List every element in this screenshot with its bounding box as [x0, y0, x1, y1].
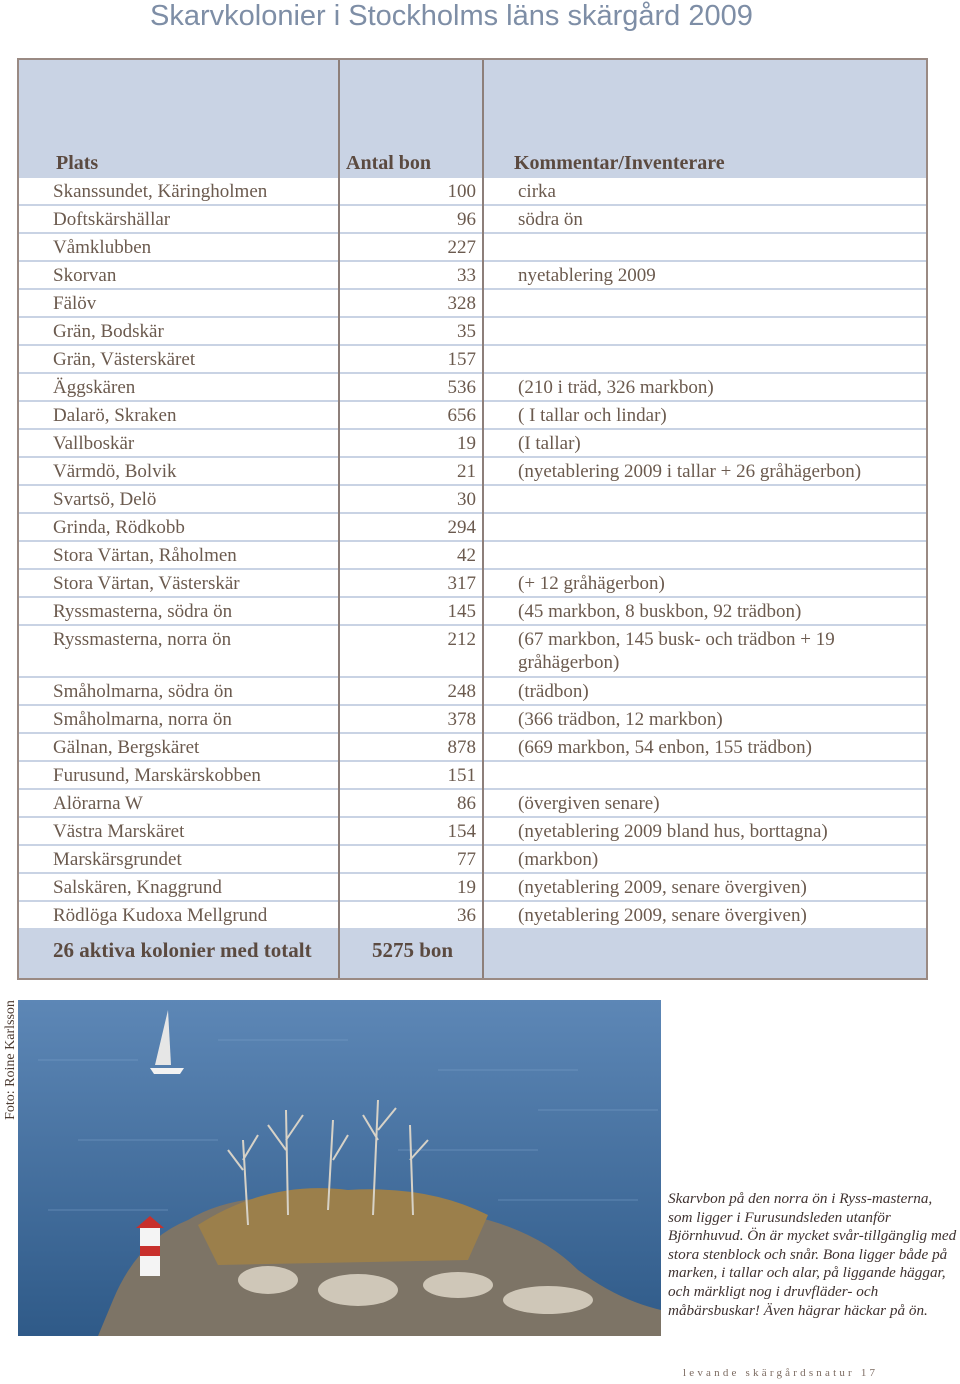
table-row — [19, 846, 926, 872]
row-count: 19 — [457, 433, 476, 454]
row-count: 86 — [457, 793, 476, 814]
row-comment — [518, 708, 723, 731]
row-count: 19 — [457, 877, 476, 898]
colony-table — [17, 58, 928, 980]
page-footer: levande skärgårdsnatur 17 — [683, 1367, 879, 1379]
table-row — [19, 626, 926, 676]
row-comment — [518, 792, 660, 815]
summary-total: 5275 bon — [372, 938, 454, 962]
summary-label: 26 aktiva kolonier med totalt — [53, 938, 312, 962]
column-divider — [338, 60, 340, 978]
row-place: Grän, Bodskär — [53, 321, 164, 342]
row-place: Gälnan, Bergskäret — [53, 737, 200, 758]
row-comment — [518, 680, 589, 703]
row-place: Grinda, Rödkobb — [53, 517, 185, 538]
row-count: 33 — [457, 265, 476, 286]
row-comment-line: (nyetablering 2009, senare övergiven) — [518, 877, 807, 898]
page-title: Skarvkolonier i Stockholms läns skärgård 2009 — [150, 0, 753, 32]
table-row — [19, 290, 926, 316]
table-row — [19, 762, 926, 788]
row-count: 21 — [457, 461, 476, 482]
row-place: Äggskären — [53, 377, 136, 398]
table-row — [19, 206, 926, 232]
row-comment — [518, 848, 598, 871]
row-count: 145 — [447, 601, 476, 622]
row-count: 96 — [457, 209, 476, 230]
row-count: 317 — [447, 573, 476, 594]
table-row — [19, 598, 926, 624]
row-place: Skorvan — [53, 265, 117, 286]
row-place: Doftskärshällar — [53, 209, 171, 230]
table-row — [19, 706, 926, 732]
table-row — [19, 178, 926, 204]
row-comment-line: (67 markbon, 145 busk- och trädbon + 19 — [518, 629, 835, 650]
table-row — [19, 902, 926, 928]
row-comment-line: (45 markbon, 8 buskbon, 92 trädbon) — [518, 601, 802, 622]
row-count: 100 — [447, 181, 476, 202]
row-place: Fälöv — [53, 293, 97, 314]
island-photo-illustration — [18, 1000, 661, 1336]
column-divider — [482, 60, 484, 978]
row-place: Svartsö, Delö — [53, 489, 157, 510]
table-row — [19, 542, 926, 568]
row-comment-line: (nyetablering 2009 i tallar + 26 gråhägerbon) — [518, 461, 862, 482]
row-place: Rödlöga Kudoxa Mellgrund — [53, 905, 268, 926]
row-comment — [518, 376, 714, 399]
row-comment-line: (I tallar) — [518, 433, 581, 454]
row-place: Småholmarna, södra ön — [53, 681, 233, 702]
row-place: Ryssmasterna, norra ön — [53, 629, 232, 650]
row-comment — [518, 876, 807, 899]
row-count: 212 — [447, 629, 476, 650]
row-comment-line: (366 trädbon, 12 markbon) — [518, 709, 723, 730]
row-comment-line: (övergiven senare) — [518, 793, 660, 814]
row-comment-line: (210 i träd, 326 markbon) — [518, 377, 714, 398]
table-row — [19, 430, 926, 456]
row-comment-line: nyetablering 2009 — [518, 265, 656, 286]
row-place: Stora Värtan, Råholmen — [53, 545, 237, 566]
row-count: 328 — [447, 293, 476, 314]
row-count: 35 — [457, 321, 476, 342]
row-comment-line: (669 markbon, 54 enbon, 155 trädbon) — [518, 737, 812, 758]
row-comment-line: gråhägerbon) — [518, 652, 620, 673]
row-place: Vallboskär — [53, 433, 135, 454]
row-count: 536 — [447, 377, 476, 398]
table-row — [19, 346, 926, 372]
table-row — [19, 486, 926, 512]
photo-caption: Skarvbon på den norra ön i Ryss-masterna, som ligger i Furusundsleden utanför Björnhuvud. Ön är mycket svår-tillgänglig med stora stenblock och snår. Bona ligger både på marken, i tallar och alar, på liggande häggar, och märkligt nog i druvfläder- och måbärsbuskar! Även hägrar häckar på ön. — [668, 1190, 957, 1319]
row-count: 30 — [457, 489, 476, 510]
row-count: 227 — [447, 237, 476, 258]
table-row — [19, 234, 926, 260]
table-row — [19, 402, 926, 428]
row-comment-line: cirka — [518, 181, 556, 202]
row-count: 248 — [447, 681, 476, 702]
header-place: Plats — [56, 152, 99, 174]
row-place: Salskären, Knaggrund — [53, 877, 222, 898]
row-comment-line: ( I tallar och lindar) — [518, 405, 667, 426]
row-count: 151 — [447, 765, 476, 786]
header-count: Antal bon — [346, 152, 432, 174]
table-row — [19, 734, 926, 760]
table-row — [19, 570, 926, 596]
photo-island-cormorants — [18, 1000, 661, 1336]
row-comment-line: (+ 12 gråhägerbon) — [518, 573, 665, 594]
table-row — [19, 818, 926, 844]
table-row — [19, 678, 926, 704]
row-place: Marskärsgrundet — [53, 849, 182, 870]
row-count: 157 — [447, 349, 476, 370]
row-place: Våmklubben — [53, 237, 152, 258]
row-place: Ryssmasterna, södra ön — [53, 601, 233, 622]
row-comment-line: (trädbon) — [518, 681, 589, 702]
row-comment — [518, 264, 656, 287]
row-place: Skanssundet, Käringholmen — [53, 181, 268, 202]
table-row — [19, 262, 926, 288]
row-comment — [518, 404, 667, 427]
row-count: 656 — [447, 405, 476, 426]
row-place: Furusund, Marskärskobben — [53, 765, 261, 786]
table-row — [19, 318, 926, 344]
row-comment — [518, 628, 835, 674]
row-count: 42 — [457, 545, 476, 566]
row-count: 36 — [457, 905, 476, 926]
row-comment-line: (nyetablering 2009 bland hus, borttagna) — [518, 821, 828, 842]
row-place: Stora Värtan, Västerskär — [53, 573, 240, 594]
table-row — [19, 874, 926, 900]
row-place: Alörarna W — [53, 793, 143, 814]
row-place: Västra Marskäret — [53, 821, 185, 842]
table-row — [19, 374, 926, 400]
row-place: Småholmarna, norra ön — [53, 709, 232, 730]
row-comment-line: (nyetablering 2009, senare övergiven) — [518, 905, 807, 926]
table-row — [19, 458, 926, 484]
summary-row — [19, 928, 926, 978]
table-row — [19, 790, 926, 816]
row-comment — [518, 600, 801, 623]
row-comment — [518, 180, 556, 203]
row-comment — [518, 736, 812, 759]
photo-credit: Foto: Roine Karlsson — [3, 1000, 18, 1120]
row-comment-line: södra ön — [518, 209, 583, 230]
row-comment — [518, 460, 861, 483]
header-comment: Kommentar/Inventerare — [514, 152, 725, 174]
row-comment — [518, 904, 807, 927]
row-place: Värmdö, Bolvik — [53, 461, 177, 482]
row-count: 378 — [447, 709, 476, 730]
row-place: Dalarö, Skraken — [53, 405, 177, 426]
row-count: 77 — [457, 849, 476, 870]
row-comment — [518, 432, 581, 455]
row-comment-line: (markbon) — [518, 849, 599, 870]
row-count: 154 — [447, 821, 476, 842]
row-place: Grän, Västerskäret — [53, 349, 196, 370]
row-comment — [518, 572, 665, 595]
row-count: 878 — [447, 737, 476, 758]
row-comment — [518, 208, 583, 231]
row-comment — [518, 820, 828, 843]
row-count: 294 — [447, 517, 476, 538]
table-row — [19, 514, 926, 540]
